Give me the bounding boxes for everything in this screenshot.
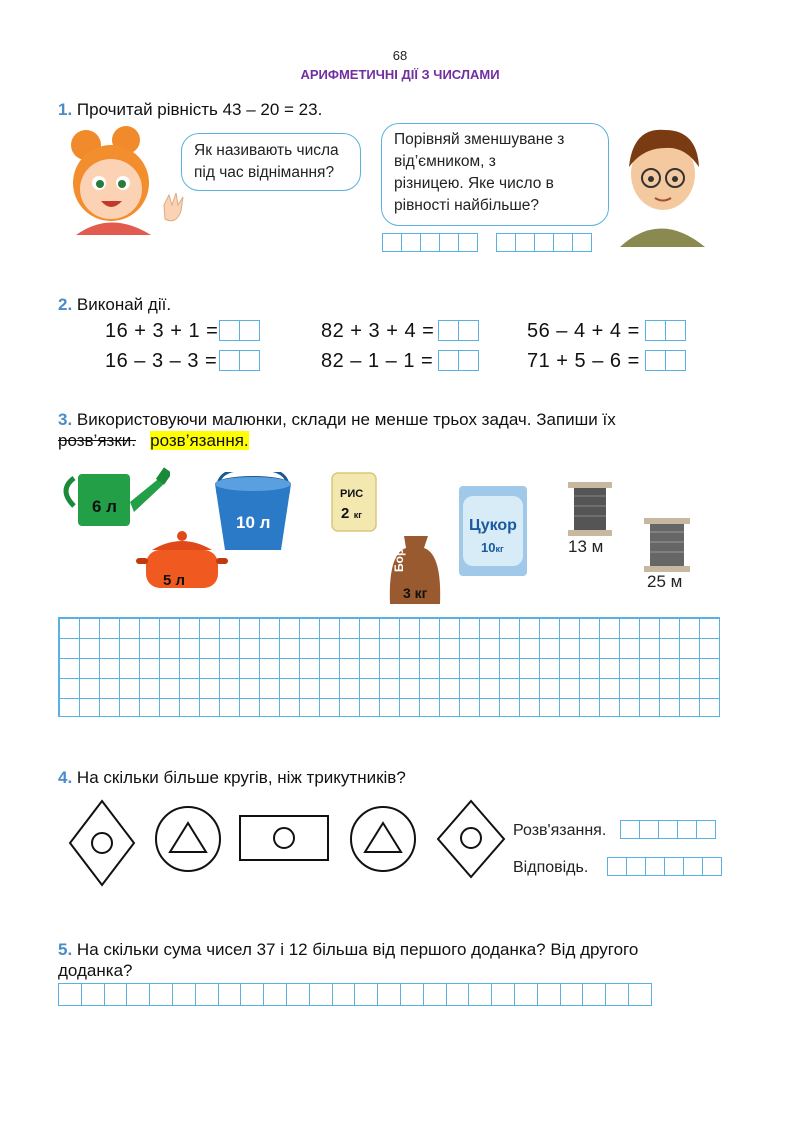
shapes-figure — [66, 797, 506, 889]
answer-cell[interactable] — [377, 983, 401, 1006]
answer-cell[interactable] — [126, 983, 150, 1006]
answer-cell[interactable] — [458, 233, 478, 252]
boy-illustration-icon — [615, 122, 710, 247]
answer-cell[interactable] — [677, 820, 697, 839]
spool-2-length-label: 25 м — [647, 572, 683, 591]
answer-cell[interactable] — [195, 983, 219, 1006]
task1-answer-cells-2[interactable] — [496, 233, 592, 252]
answer-cell[interactable] — [620, 820, 640, 839]
task5-heading — [58, 940, 778, 960]
answer-cell[interactable] — [553, 233, 573, 252]
page-number: 68 — [392, 48, 408, 63]
answer-cell[interactable] — [537, 983, 561, 1006]
answer-cell[interactable] — [496, 233, 516, 252]
answer-cell[interactable] — [683, 857, 703, 876]
answer-cells[interactable] — [607, 857, 722, 876]
sugar-name-label: Цукор — [469, 517, 517, 534]
boy-bubble-line-4: рівності найбільше? — [394, 197, 540, 214]
answer-cell[interactable] — [534, 233, 554, 252]
answer-cell[interactable] — [423, 983, 447, 1006]
answer-cell[interactable] — [58, 983, 82, 1006]
boy-bubble-line-3: різницею. Яке число в — [394, 175, 554, 192]
rectangle-shape — [240, 816, 328, 860]
answer-cell[interactable] — [332, 983, 356, 1006]
answer-cell[interactable] — [664, 857, 684, 876]
sugar-qty: 10 — [481, 540, 496, 555]
solution-cells[interactable] — [620, 820, 716, 839]
inner-circle-2 — [274, 828, 294, 848]
pot-volume-label: 5 л — [163, 572, 186, 589]
answer-cell[interactable] — [263, 983, 287, 1006]
answer-cell[interactable] — [458, 320, 479, 341]
expression-1: 16 + 3 + 1 = — [105, 320, 219, 342]
thread-spool-2-icon — [642, 516, 692, 574]
expression-5: 82 – 1 – 1 = — [321, 350, 434, 372]
answer-cell[interactable] — [645, 857, 665, 876]
inner-triangle-2 — [365, 823, 401, 852]
task3-highlight-word: розв’язання. — [150, 431, 249, 450]
answer-cell[interactable] — [626, 857, 646, 876]
task3-answer-grid[interactable] — [58, 617, 720, 717]
task5-text-line2: доданка? — [58, 961, 133, 980]
task3-heading-line2 — [58, 431, 249, 451]
answer-cell[interactable] — [400, 983, 424, 1006]
task3-text: Використовуючи малюнки, склади не менше трьох задач. Запиши їх — [76, 410, 616, 429]
spool-1-length-label: 13 м — [568, 537, 604, 556]
page-title: АРИФМЕТИЧНІ ДІЇ З ЧИСЛАМИ — [300, 67, 500, 82]
task2-number: 2. — [58, 295, 73, 314]
task2-text: Виконай дії. — [76, 295, 172, 314]
answer-cell[interactable] — [639, 820, 659, 839]
answer-cell[interactable] — [219, 320, 240, 341]
answer-cell[interactable] — [607, 857, 627, 876]
answer-cell[interactable] — [514, 983, 538, 1006]
thread-spool-1-icon — [566, 480, 614, 538]
sugar-quantity-label — [481, 539, 504, 557]
answer-cell[interactable] — [572, 233, 592, 252]
expression-3: 56 – 4 + 4 = — [527, 320, 640, 342]
answer-cell[interactable] — [560, 983, 584, 1006]
expression-1-answer[interactable] — [219, 320, 260, 341]
task4-heading — [58, 768, 406, 788]
diamond-shape-2 — [438, 801, 504, 877]
expression-4-answer[interactable] — [219, 350, 260, 371]
task4-number: 4. — [58, 768, 73, 787]
flour-quantity-label: 3 кг — [403, 585, 428, 601]
answer-cell[interactable] — [218, 983, 242, 1006]
boy-bubble-line-2: від’ємником, з — [394, 153, 496, 170]
girl-bubble-line-1: Як називають числа — [194, 142, 339, 159]
task2-heading — [58, 295, 171, 315]
answer-cell[interactable] — [239, 350, 260, 371]
answer-cell[interactable] — [239, 320, 260, 341]
answer-cell[interactable] — [81, 983, 105, 1006]
task1-heading — [58, 100, 322, 120]
answer-cell[interactable] — [382, 233, 402, 252]
answer-cell[interactable] — [438, 320, 459, 341]
answer-cell[interactable] — [658, 820, 678, 839]
boy-speech-bubble — [381, 123, 609, 226]
expression-2: 82 + 3 + 4 = — [321, 320, 435, 342]
answer-cell[interactable] — [219, 350, 240, 371]
can-volume-label: 6 л — [92, 497, 117, 516]
answer-cell[interactable] — [605, 983, 629, 1006]
bucket-volume-label: 10 л — [236, 513, 271, 532]
girl-bubble-line-2: під час віднімання? — [194, 164, 335, 181]
task5-number: 5. — [58, 940, 73, 959]
answer-cell[interactable] — [702, 857, 722, 876]
rice-bag-icon — [330, 471, 378, 533]
answer-cell[interactable] — [665, 320, 686, 341]
expression-3-answer[interactable] — [645, 320, 686, 341]
answer-cell[interactable] — [104, 983, 128, 1006]
inner-circle-1 — [92, 833, 112, 853]
task1-text: Прочитай рівність 43 – 20 = 23. — [76, 100, 323, 119]
answer-cell[interactable] — [645, 320, 666, 341]
answer-cell[interactable] — [240, 983, 264, 1006]
answer-cell[interactable] — [309, 983, 333, 1006]
expression-2-answer[interactable] — [438, 320, 479, 341]
answer-cell[interactable] — [491, 983, 515, 1006]
answer-cell[interactable] — [149, 983, 173, 1006]
answer-cell[interactable] — [172, 983, 196, 1006]
rice-name-label: РИС — [340, 488, 364, 500]
task1-number: 1. — [58, 100, 73, 119]
girl-illustration-icon — [56, 125, 191, 235]
task3-struck-word: розв’язки. — [58, 431, 136, 450]
task5-answer-cells[interactable] — [58, 983, 652, 1006]
answer-cell[interactable] — [401, 233, 421, 252]
rice-quantity-label — [341, 505, 362, 523]
answer-cell[interactable] — [438, 350, 459, 371]
rice-unit: кг — [353, 510, 363, 520]
answer-cell[interactable] — [354, 983, 378, 1006]
expression-4: 16 – 3 – 3 = — [105, 350, 218, 372]
inner-triangle-1 — [170, 823, 206, 852]
answer-cell[interactable] — [420, 233, 440, 252]
answer-cell[interactable] — [439, 233, 459, 252]
answer-cell[interactable] — [468, 983, 492, 1006]
task5-text-line1: На скільки сума чисел 37 і 12 більша від першого доданка? Від другого — [76, 940, 639, 959]
task3-heading — [58, 410, 758, 430]
diamond-shape-1 — [70, 801, 134, 885]
outer-circle-1 — [156, 807, 220, 871]
task1-answer-cells-1[interactable] — [382, 233, 478, 252]
answer-cell[interactable] — [628, 983, 652, 1006]
girl-speech-bubble — [181, 133, 361, 191]
answer-cell[interactable] — [458, 350, 479, 371]
rice-qty: 2 — [341, 505, 350, 522]
inner-circle-3 — [461, 828, 481, 848]
answer-cell[interactable] — [515, 233, 535, 252]
answer-cell[interactable] — [286, 983, 310, 1006]
expression-6: 71 + 5 – 6 = — [527, 350, 640, 372]
outer-circle-2 — [351, 807, 415, 871]
sugar-unit: кг — [495, 544, 504, 554]
answer-cell[interactable] — [582, 983, 606, 1006]
task3-number: 3. — [58, 410, 73, 429]
expression-5-answer[interactable] — [438, 350, 479, 371]
answer-cell[interactable] — [645, 350, 666, 371]
answer-cell[interactable] — [696, 820, 716, 839]
boy-bubble-line-1: Порівняй зменшуване з — [394, 131, 565, 148]
flour-name-label: Борошно — [392, 516, 406, 572]
answer-cell[interactable] — [446, 983, 470, 1006]
answer-label: Відповідь. — [513, 859, 589, 876]
answer-cell[interactable] — [665, 350, 686, 371]
expression-6-answer[interactable] — [645, 350, 686, 371]
solution-label: Розв'язання. — [513, 822, 607, 839]
task4-text: На скільки більше кругів, ніж трикутників? — [76, 768, 406, 787]
